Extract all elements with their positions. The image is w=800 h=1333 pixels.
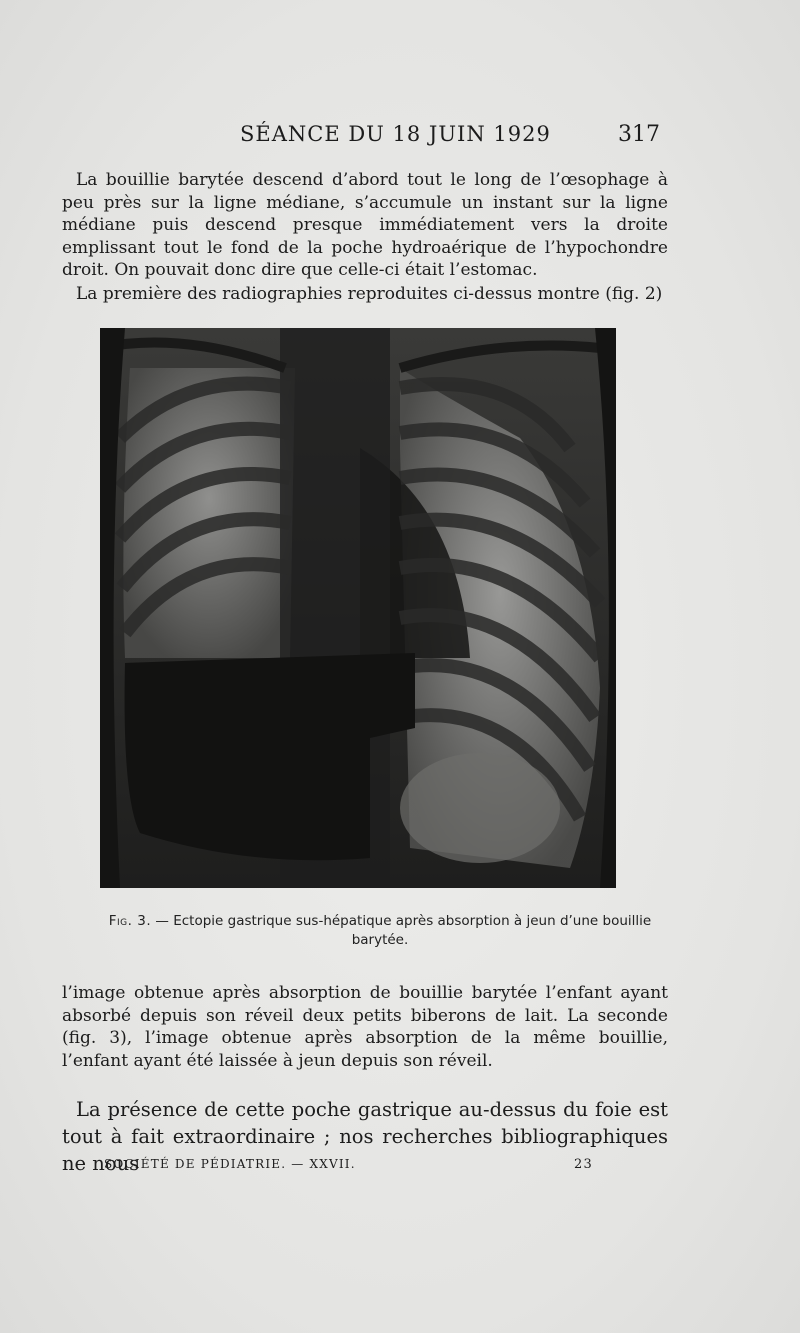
figure-caption-text: — Ectopie gastrique sus-hépatique après absorption à jeun d’une bouillie barytée. [151, 913, 652, 948]
footer-signature-number: 23 [574, 1157, 593, 1172]
footer-signature: SOCIÉTÉ DE PÉDIATRIE. — XXVII. [104, 1157, 356, 1171]
page-number: 317 [618, 122, 660, 147]
abdominal-gas [400, 753, 560, 863]
figure-label: Fig. 3. [108, 913, 152, 929]
paragraph-2: La première des radiographies reproduites ci-dessus montre (fig. 2) [76, 284, 663, 304]
radiograph-figure [100, 328, 616, 888]
figure-caption [100, 912, 660, 950]
paragraph-1: La bouillie barytée descend d’abord tout le long de l’œsophage à peu près sur la ligne médiane, s’accumule un instant sur la ligne médiane puis descend presque immédiatement vers la droite emplissant tout le fond de la poche hydroaérique de l’hypochondre droit. On pouvait donc dire que celle-ci était l’estomac. [62, 170, 668, 281]
running-head [0, 122, 800, 152]
paragraph-4: La présence de cette poche gastrique au-dessus du foie est tout à fait extraordinaire ; nos recherches bibliographiques ne nous [62, 1098, 668, 1175]
radiograph-image [100, 328, 616, 888]
running-title: SÉANCE DU 18 JUIN 1929 [240, 122, 551, 146]
paragraph-3: l’image obtenue après absorption de bouillie barytée l’enfant ayant absorbé depuis son réveil deux petits biberons de lait. La seconde (fig. 3), l’image obtenue après absorption de la même bouillie, l’enfant ayant été laissée à jeun depuis son réveil. [62, 983, 668, 1071]
